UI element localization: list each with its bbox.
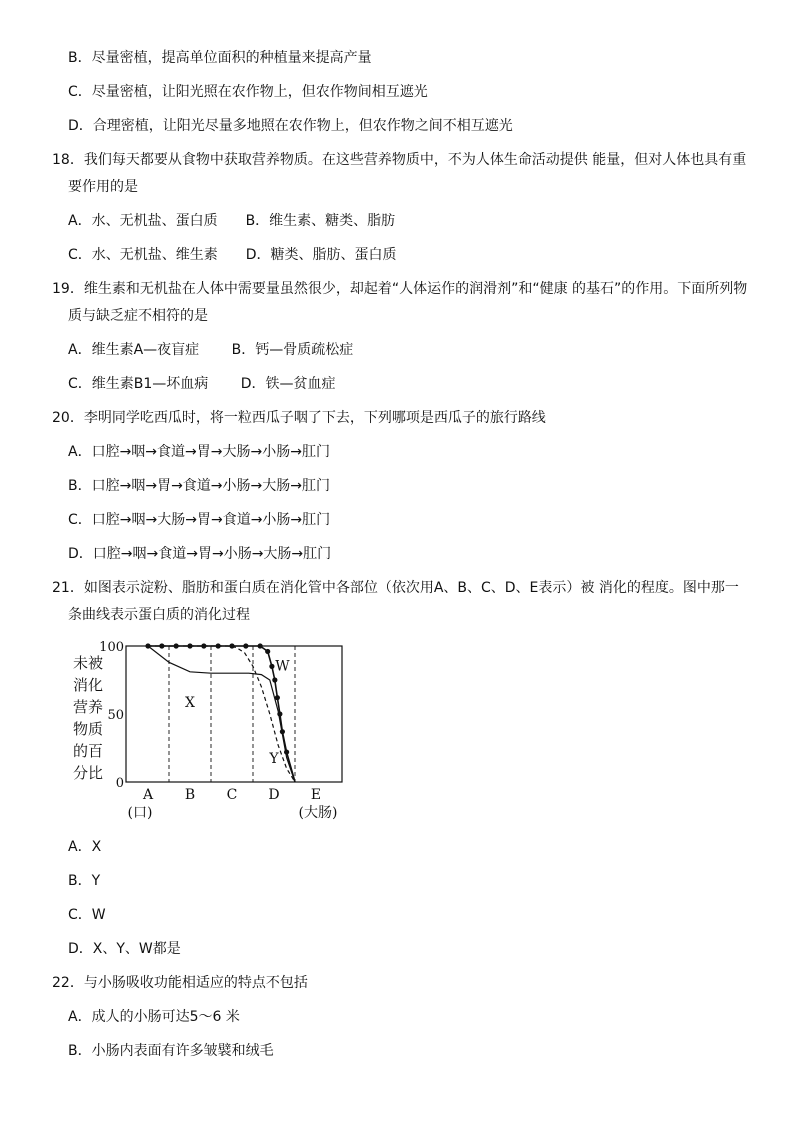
q18-stem-line2: 要作用的是 bbox=[68, 179, 138, 195]
q22-option-b: B．小肠内表面有许多皱襞和绒毛 bbox=[68, 1043, 274, 1059]
y-tick-label: 0 bbox=[115, 776, 124, 791]
series-w-point bbox=[280, 729, 285, 734]
q21-option-c: C．W bbox=[68, 907, 106, 923]
y-label-line: 的百 bbox=[72, 742, 104, 760]
series-w-point bbox=[187, 643, 192, 648]
series-w-point bbox=[258, 643, 263, 648]
series-w-point bbox=[145, 643, 150, 648]
y-tick-label: 100 bbox=[99, 640, 124, 655]
q20-option-d: D．口腔→咽→食道→胃→小肠→大肠→肛门 bbox=[68, 546, 332, 562]
series-w-point bbox=[174, 643, 179, 648]
y-label-line: 未被 bbox=[72, 654, 104, 672]
q22-stem: 22．与小肠吸收功能相适应的特点不包括 bbox=[52, 975, 308, 991]
y-axis-label bbox=[73, 654, 103, 782]
series-w-point bbox=[275, 695, 280, 700]
series-w-point bbox=[272, 677, 277, 682]
q19-options-ab: A．维生素A—夜盲症 B．钙—骨质疏松症 bbox=[68, 342, 354, 358]
y-tick-label: 50 bbox=[107, 708, 124, 723]
plot-frame bbox=[126, 646, 342, 782]
series-w-point bbox=[265, 649, 270, 654]
y-label-line: 分比 bbox=[72, 764, 104, 782]
series-x-label: X bbox=[185, 695, 195, 712]
q18-options-cd: C．水、无机盐、维生素 D．糖类、脂肪、蛋白质 bbox=[68, 247, 397, 263]
digestion-chart bbox=[60, 636, 360, 826]
q22-option-a: A．成人的小肠可达5～6 米 bbox=[68, 1009, 240, 1025]
series-w-point bbox=[269, 664, 274, 669]
q17-option-d: D．合理密植，让阳光尽量多地照在农作物上，但农作物之间不相互遮光 bbox=[68, 118, 513, 134]
series-w-point bbox=[201, 643, 206, 648]
q20-stem: 20．李明同学吃西瓜时，将一粒西瓜子咽了下去，下列哪项是西瓜子的旅行路线 bbox=[52, 410, 546, 426]
y-label-line: 营养 bbox=[72, 698, 104, 716]
x-axis-ticks bbox=[128, 787, 338, 821]
y-label-line: 消化 bbox=[72, 676, 104, 694]
q19-stem-line1: 19．维生素和无机盐在人体中需要量虽然很少，却起着“人体运作的润滑剂”和“健康 的基石”的作用。下面所列物 bbox=[52, 281, 748, 297]
q20-option-c: C．口腔→咽→大肠→胃→食道→小肠→肛门 bbox=[68, 512, 331, 528]
x-tick-sublabel: (口) bbox=[127, 805, 153, 821]
q17-option-c: C．尽量密植，让阳光照在农作物上，但农作物间相互遮光 bbox=[68, 84, 428, 100]
series-w-point bbox=[229, 643, 234, 648]
y-label-line: 物质 bbox=[72, 720, 104, 738]
q20-option-a: A．口腔→咽→食道→胃→大肠→小肠→肛门 bbox=[68, 444, 330, 460]
x-tick-label: C bbox=[226, 787, 238, 803]
series-w-point bbox=[159, 643, 164, 648]
q19-options-cd: C．维生素B1—坏血病 D．铁—贫血症 bbox=[68, 376, 336, 392]
q20-option-b: B．口腔→咽→胃→食道→小肠→大肠→肛门 bbox=[68, 478, 330, 494]
q21-stem-line1: 21．如图表示淀粉、脂肪和蛋白质在消化管中各部位（依次用A、B、C、D、E表示）被 消化的程度。图中那一 bbox=[52, 580, 739, 596]
q19-stem-line2: 质与缺乏症不相符的是 bbox=[68, 308, 208, 324]
series-w-point bbox=[284, 749, 289, 754]
x-tick-label: E bbox=[310, 787, 322, 803]
x-tick-label: D bbox=[268, 787, 280, 803]
x-tick-label: B bbox=[184, 787, 196, 803]
q21-option-d: D．X、Y、W都是 bbox=[68, 941, 181, 957]
series-w-label: W bbox=[275, 658, 290, 675]
q21-option-b: B．Y bbox=[68, 873, 101, 889]
q17-option-b: B．尽量密植，提高单位面积的种植量来提高产量 bbox=[68, 50, 372, 66]
q18-stem-line1: 18．我们每天都要从食物中获取营养物质。在这些营养物质中，不为人体生命活动提供 能量，但对人体也具有重 bbox=[52, 152, 747, 168]
x-tick-label: A bbox=[142, 787, 154, 803]
q21-stem-line2: 条曲线表示蛋白质的消化过程 bbox=[68, 607, 250, 623]
x-tick-sublabel: (大肠) bbox=[298, 805, 338, 821]
series-w-point bbox=[216, 643, 221, 648]
series-w-point bbox=[277, 711, 282, 716]
q18-options-ab: A．水、无机盐、蛋白质 B．维生素、糖类、脂肪 bbox=[68, 213, 396, 229]
series-y-label: Y bbox=[269, 750, 279, 767]
q21-option-a: A．X bbox=[68, 839, 102, 855]
series-curves bbox=[145, 643, 295, 782]
series-w-point bbox=[243, 643, 248, 648]
